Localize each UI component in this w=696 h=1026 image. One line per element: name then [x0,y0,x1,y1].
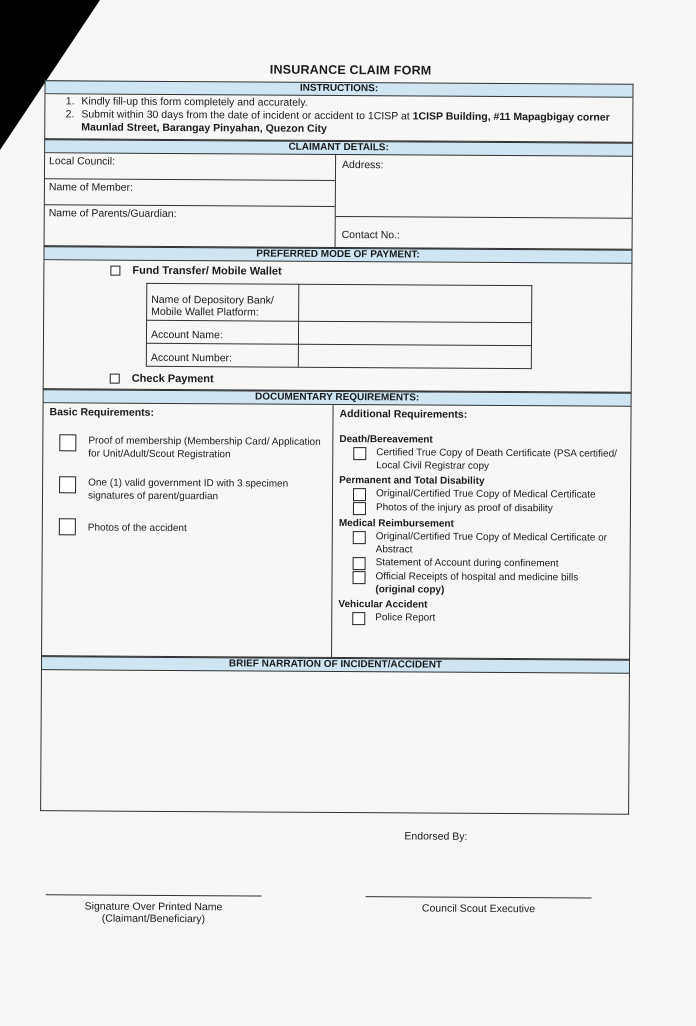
instruction-item [77,108,632,137]
checkbox-icon[interactable] [59,476,76,493]
endorsed-by-label: Endorsed By: [404,830,468,843]
requirement-text: One (1) valid government ID with 3 specimen signatures of parent/guardian [87,477,289,503]
checkbox-icon[interactable] [59,434,76,451]
contact-number-field[interactable]: Contact No.: [341,229,401,242]
additional-requirements-title: Additional Requirements: [339,407,468,421]
requirement-text: Certified True Copy of Death Certificate (PSA certified/ Local Civil Registrar copy [376,447,617,472]
requirement-text: Original/Certified True Copy of Medical Certificate or Abstract [375,531,608,556]
claimant-signature-block[interactable] [45,894,261,925]
instruction-text: Submit within 30 days from the date of incident or accident to 1CISP at [81,108,413,123]
instructions-header: INSTRUCTIONS: [44,80,633,98]
requirement-text: Original/Certified True Copy of Medical Certificate [376,488,596,501]
account-name-input[interactable] [298,321,531,345]
requirement-text: Statement of Account during confinement [375,557,559,570]
checkbox-icon[interactable] [353,488,366,501]
category-disability: Permanent and Total Disability [339,474,485,487]
account-number-label: Account Number: [146,343,298,367]
checkbox-icon[interactable] [353,557,366,570]
checkbox-icon[interactable] [352,612,365,625]
basic-requirement-item[interactable] [59,434,326,462]
category-vehicular: Vehicular Accident [338,598,428,611]
local-council-field[interactable]: Local Council: [45,153,335,181]
documentary-requirements-section [41,403,632,660]
additional-requirement-item[interactable] [353,530,624,558]
documentary-requirements-header: DOCUMENTARY REQUIREMENTS: [43,389,632,407]
checkbox-icon[interactable] [353,447,366,460]
fund-transfer-option[interactable] [110,265,281,278]
instructions-box [44,94,633,143]
additional-requirement-item[interactable] [352,570,623,598]
checkbox-icon[interactable] [110,266,120,276]
narration-header: BRIEF NARRATION OF INCIDENT/ACCIDENT [41,656,630,674]
basic-requirement-item[interactable] [59,476,326,504]
account-number-input[interactable] [298,344,531,368]
claimant-signature-sublabel: (Claimant/Beneficiary) [101,912,206,926]
category-death: Death/Bereavement [339,433,433,446]
fund-transfer-label: Fund Transfer/ Mobile Wallet [132,264,282,278]
check-payment-option[interactable] [110,373,214,386]
claimant-details-header: CLAIMANT DETAILS: [44,139,633,157]
narration-textarea[interactable] [40,670,630,815]
category-medical: Medical Reimbursement [338,517,454,530]
bank-name-label: Name of Depository Bank/ Mobile Wallet Platform: [147,283,299,321]
payment-mode-header: PREFERRED MODE OF PAYMENT: [43,246,632,264]
additional-requirement-item[interactable] [353,446,624,474]
address-field[interactable]: Address: [336,155,632,219]
basic-requirements-column [42,403,334,657]
checkbox-icon[interactable] [353,502,366,515]
form-title: INSURANCE CLAIM FORM [269,62,432,78]
additional-requirement-item[interactable] [352,611,623,627]
checkbox-icon[interactable] [110,374,120,384]
instruction-item: 1. Kindly fill-up this form completely and accurately. [77,95,632,111]
requirement-text: Photos of the injury as proof of disability [375,502,553,515]
additional-requirements-column [332,405,631,659]
form-body [40,80,633,815]
requirement-note: (original copy) [375,584,445,596]
parent-guardian-field[interactable]: Name of Parents/Guardian: [48,207,177,220]
requirement-text: Police Report [375,612,436,624]
checkbox-icon[interactable] [352,571,365,584]
requirement-text: Proof of membership (Membership Card/ Application for Unit/Adult/Scout Registration [88,435,321,461]
checkbox-icon[interactable] [353,531,366,544]
requirement-text [375,570,578,597]
bank-name-input[interactable] [299,284,532,322]
additional-requirement-item[interactable] [353,501,624,517]
bank-details-table [146,283,533,369]
member-name-field[interactable]: Name of Member: [45,179,335,207]
executive-signature-block[interactable] [365,896,591,915]
check-payment-label: Check Payment [131,372,214,386]
claimant-signature-label: Signature Over Printed Name [84,900,223,914]
account-name-label: Account Name: [146,320,298,344]
basic-requirements-title: Basic Requirements: [49,406,155,419]
executive-signature-label: Council Scout Executive [421,902,536,916]
instruction-address: 1CISP Building, #11 Mapagbigay corner Maunlad Street, Barangay Pinyahan, Quezon City [81,110,610,135]
claimant-details-section [44,153,634,250]
checkbox-icon[interactable] [59,518,76,535]
basic-requirement-item[interactable] [59,518,326,537]
payment-mode-section [43,260,633,393]
requirement-text: Photos of the accident [87,522,187,535]
requirement-main-text: Official Receipts of hospital and medicine bills [375,571,579,584]
